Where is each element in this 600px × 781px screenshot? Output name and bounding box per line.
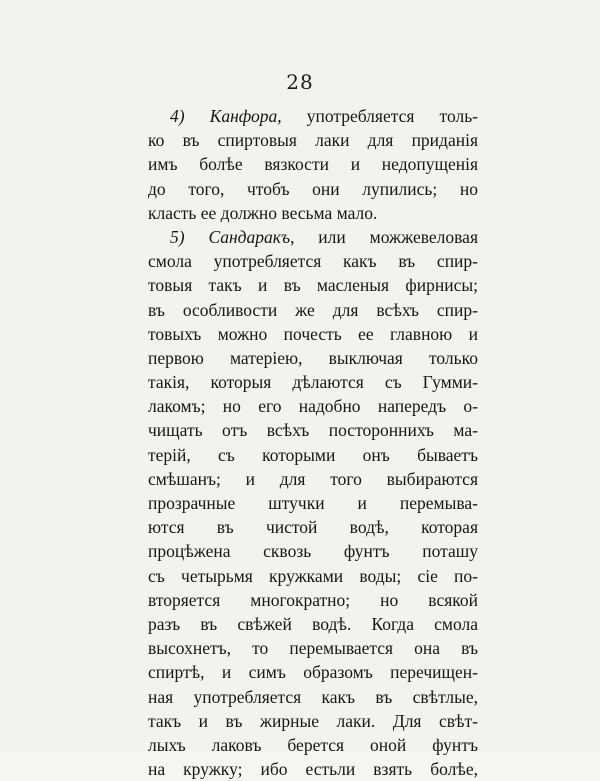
text-line: такъ и въ жирные лаки. Для свѣт-	[148, 710, 478, 731]
text-line: лыхъ лаковъ берется оной фунтъ	[148, 734, 478, 755]
term-name: Канфора	[209, 106, 278, 126]
text-line: смѣшанъ; и для того выбираются	[148, 468, 478, 489]
text-line: на кружку; ибо естьли взять болѣе,	[148, 759, 478, 780]
paragraph-4	[148, 104, 478, 225]
text-line: ко въ спиртовыя лаки для приданія	[148, 130, 478, 151]
text-line: ются въ чистой водѣ, которая	[148, 517, 478, 538]
text-line: лакомъ; но его надобно напередъ о-	[148, 396, 478, 417]
text-line: товыхъ можно почесть ее главною и	[148, 323, 478, 344]
text-line: спиртѣ, и симъ образомъ перечищен-	[148, 662, 478, 683]
term-name: Сандаракъ	[208, 226, 291, 247]
text-line: такія, которыя дѣлаются съ Гумми-	[148, 372, 478, 393]
line-text: , употребляется толь-	[277, 106, 479, 126]
text-line: разъ въ свѣжей водѣ. Когда смола	[148, 613, 478, 634]
text-line: ная употребляется какъ въ свѣтлые,	[148, 686, 478, 707]
text-line	[148, 104, 478, 128]
text-line: смола употребляется какъ въ спир-	[148, 251, 478, 272]
text-line: терій, съ которыми онъ бываетъ	[148, 444, 478, 465]
item-number: 4)	[170, 106, 185, 126]
page-number: 28	[286, 70, 314, 94]
text-line: процѣжена сквозь фунтъ поташу	[148, 541, 478, 562]
text-line: высохнетъ, то перемывается она въ	[148, 638, 478, 659]
text-line: прозрачные штучки и перемыва-	[148, 493, 478, 513]
paragraph-5	[148, 225, 478, 781]
text-line: чищать отъ всѣхъ постороннихъ ма-	[148, 420, 478, 441]
text-line: вторяется многократно; но всякой	[148, 589, 478, 610]
text-line: первою матеріею, выключая только	[148, 347, 478, 368]
text-line	[148, 225, 478, 249]
text-line: имъ болѣе вязкости и недопущенія	[148, 154, 478, 175]
text-line: класть ее должно весьма мало.	[148, 202, 378, 223]
text-body	[148, 104, 478, 781]
item-number: 5)	[170, 226, 185, 247]
text-line: въ особливости же для всѣхъ спир-	[148, 299, 478, 320]
text-line: съ четырьмя кружками воды; сіе по-	[148, 565, 478, 586]
line-text: , или можжевеловая	[290, 226, 478, 247]
text-line: товыя такъ и въ масленыя фирнисы;	[148, 275, 478, 296]
text-line: до того, чтобъ они лупились; но	[148, 178, 478, 199]
